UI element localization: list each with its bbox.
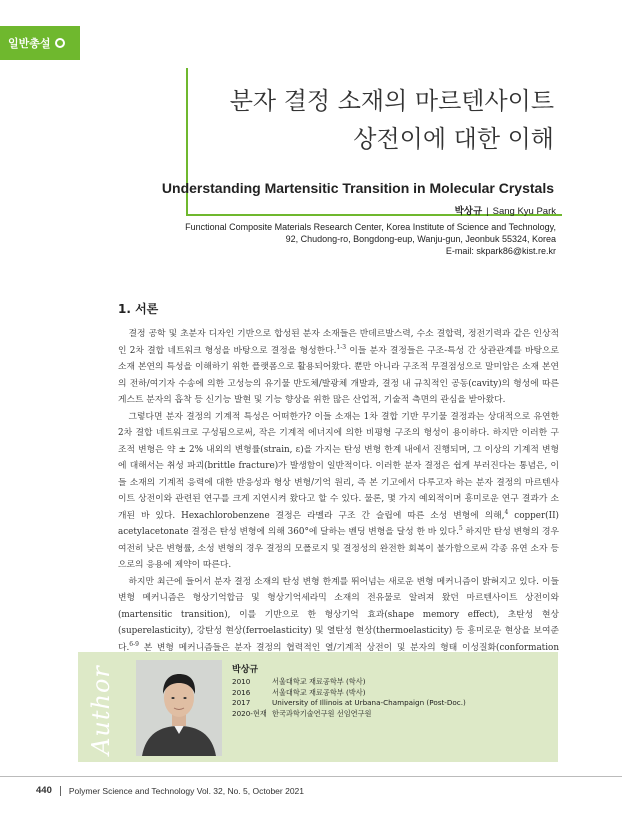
korean-title [230, 82, 554, 158]
author-vertical-label [84, 660, 118, 760]
article-body [118, 326, 559, 673]
bio-year: 2010 [232, 677, 251, 686]
bio-author-name: 박상규 [232, 665, 259, 675]
journal-info: Polymer Science and Technology Vol. 32, No. 5, October 2021 [68, 785, 305, 796]
bio-entry [232, 677, 466, 688]
author-photo [136, 660, 222, 756]
citation-ref: 4 [504, 508, 509, 516]
citation-ref: 6-9 [129, 640, 139, 648]
paragraph-1 [118, 326, 559, 409]
author-block [185, 206, 556, 257]
paragraph-2 [118, 409, 559, 574]
bio-entry [232, 698, 466, 709]
bio-entries [232, 677, 466, 719]
title-block [161, 68, 562, 216]
bio-desc: 서울대학교 재료공학부 (박사) [272, 687, 366, 697]
paragraph-2-text-b: copper(II) acetylacetonate 결정은 탄성 변형에 의해 360°에 달하는 벤딩 변형을 달성 한 바 있다. [118, 510, 559, 537]
bio-desc: 한국과학기술연구원 선임연구원 [272, 708, 372, 718]
paragraph-1-text-a: 결정 공학 및 초분자 디자인 기반으로 합성된 분자 소재들은 반데르발스력, 수소 결합력, 정전기력과 같은 인상적인 2차 결합 네트워크 형성을 바탕으로 결정을 형성한다. [118, 329, 559, 356]
footer-separator [60, 786, 61, 796]
paragraph-3-text-a: 하지만 최근에 들어서 분자 결정 소재의 탄성 변형 한계를 뛰어넘는 새로운 변형 메커니즘이 밝혀지고 있다. 이들 변형 메커니즘은 형상기억합금 및 형상기억세라믹 소재의 전유물로 알려져 왔던 마르텐사이트 상전이와(martensitic transition), 이를 기반으로 한 형상기억 효과(shape memory effect), 초탄성 현상(superelasticity), 강탄성 현상(ferroelasticity) 및 열탄성 현상(thermoelasticity) 등 흥미로운 현상을 보여준다. [118, 576, 559, 653]
affiliation-line-2: 92, Chudong-ro, Bongdong-eup, Wanju-gun, Jeonbuk 55324, Korea [285, 234, 556, 244]
circle-bullet-icon [55, 38, 65, 48]
author-byline [185, 206, 556, 218]
author-portrait-icon [136, 660, 222, 756]
bio-entry [232, 709, 466, 720]
bio-desc: University of Illinois at Urbana-Champaign (Post-Doc.) [272, 698, 466, 707]
citation-ref: 1-3 [336, 343, 347, 351]
bio-desc: 서울대학교 재료공학부 (학사) [272, 677, 366, 686]
author-name-ko: 박상규 [454, 206, 483, 217]
korean-title-line-2: 상전이에 대한 이해 [353, 125, 554, 153]
bio-year: 2016 [232, 687, 251, 697]
footer-divider [0, 776, 622, 777]
paragraph-2-text-a: 그렇다면 분자 결정의 기계적 특성은 어떠한가? 이들 소재는 1차 결합 기반 무기물 결정과는 상대적으로 유연한 2차 결합 네트워크로 구성됨으로써, 작은 기계적 에너지에 의한 비평형 구조의 형성이 용이하다. 하지만 이러한 구조적 변형은 약 ± 2% 내외의 변형률(strain, ε)을 가지는 탄성 변형 한계 내에서 진행되며, 그 이상의 기계적 변형에 대해서는 취성 파괴(brittle fracture)가 발생함이 일반적이다. 이러한 분자 결정은 쉽게 부러진다는 통념은, 이들 소재의 기계적 응력에 대한 반응성과 형상 변형/기억 원리, 즉 본 기고에서 다루고자 하는 분자 결정의 마르텐사이트 상전이와 관련된 연구를 크게 지연시켜 왔다고 할 수 있다. 물론, 몇 가지 예외적이며 흥미로운 연구 결과가 소개된 바 있다. Hexachlorobenzene 결정은 라멜라 구조 간 슬립에 따른 소성 변형에 의해, [118, 411, 559, 521]
english-title: Understanding Martensitic Transition in Molecular Crystals [161, 180, 554, 196]
citation-ref: 5 [458, 525, 463, 533]
page-number: 440 [36, 785, 52, 796]
author-name-en: Sang Kyu Park [492, 206, 556, 217]
page-footer [36, 785, 304, 796]
paragraph-2-text-c: 하지만 탄성 변형의 경우 여전히 낮은 변형률, 소성 변형의 경우 결정의 모폴로지 및 결정성의 완전한 회복이 불가함으로써 각종 유연 소자 등으로의 응용에 제약이 따른다. [118, 527, 559, 570]
bio-year: 2020-현재 [232, 708, 267, 718]
bio-year: 2017 [232, 698, 251, 707]
section-tag [0, 26, 80, 60]
section-tag-label: 일반총설 [8, 37, 51, 50]
paragraph-3-text-b: 본 변형 메커니즘들은 분자 결정의 협력적인 열/기계적 상전이 및 분자의 형태 이성질화(conformation [143, 642, 559, 653]
korean-title-line-1: 분자 결정 소재의 마르텐사이트 [229, 87, 554, 115]
bio-entry [232, 688, 466, 699]
author-separator: | [486, 206, 489, 217]
author-email: E-mail: skpark86@kist.re.kr [445, 246, 556, 256]
affiliation-line-1: Functional Composite Materials Research Center, Korea Institute of Science and Technology, [185, 222, 556, 232]
paragraph-1-text-b: 이들 분자 결정들은 구조-특성 간 상관관계를 바탕으로 소재 본연의 특성을 이해하기 위한 플랫폼으로 활용되어왔다. 뿐만 아니라 구조적 무결점성으로 말미암은 소재 본연의 전하/여기자 수송에 의한 고성능의 유기물 반도체/발광체 개발과, 결정 내 규칙적인 공동(cavity)의 형성에 따른 게스트 분자의 흡착 등 신기능 발현 및 기능 향상을 위한 많은 산업적, 기술적 측면의 관심을 받아왔다. [118, 345, 559, 405]
section-heading: 1. 서론 [118, 302, 159, 316]
author-label-text: Author [87, 665, 115, 755]
